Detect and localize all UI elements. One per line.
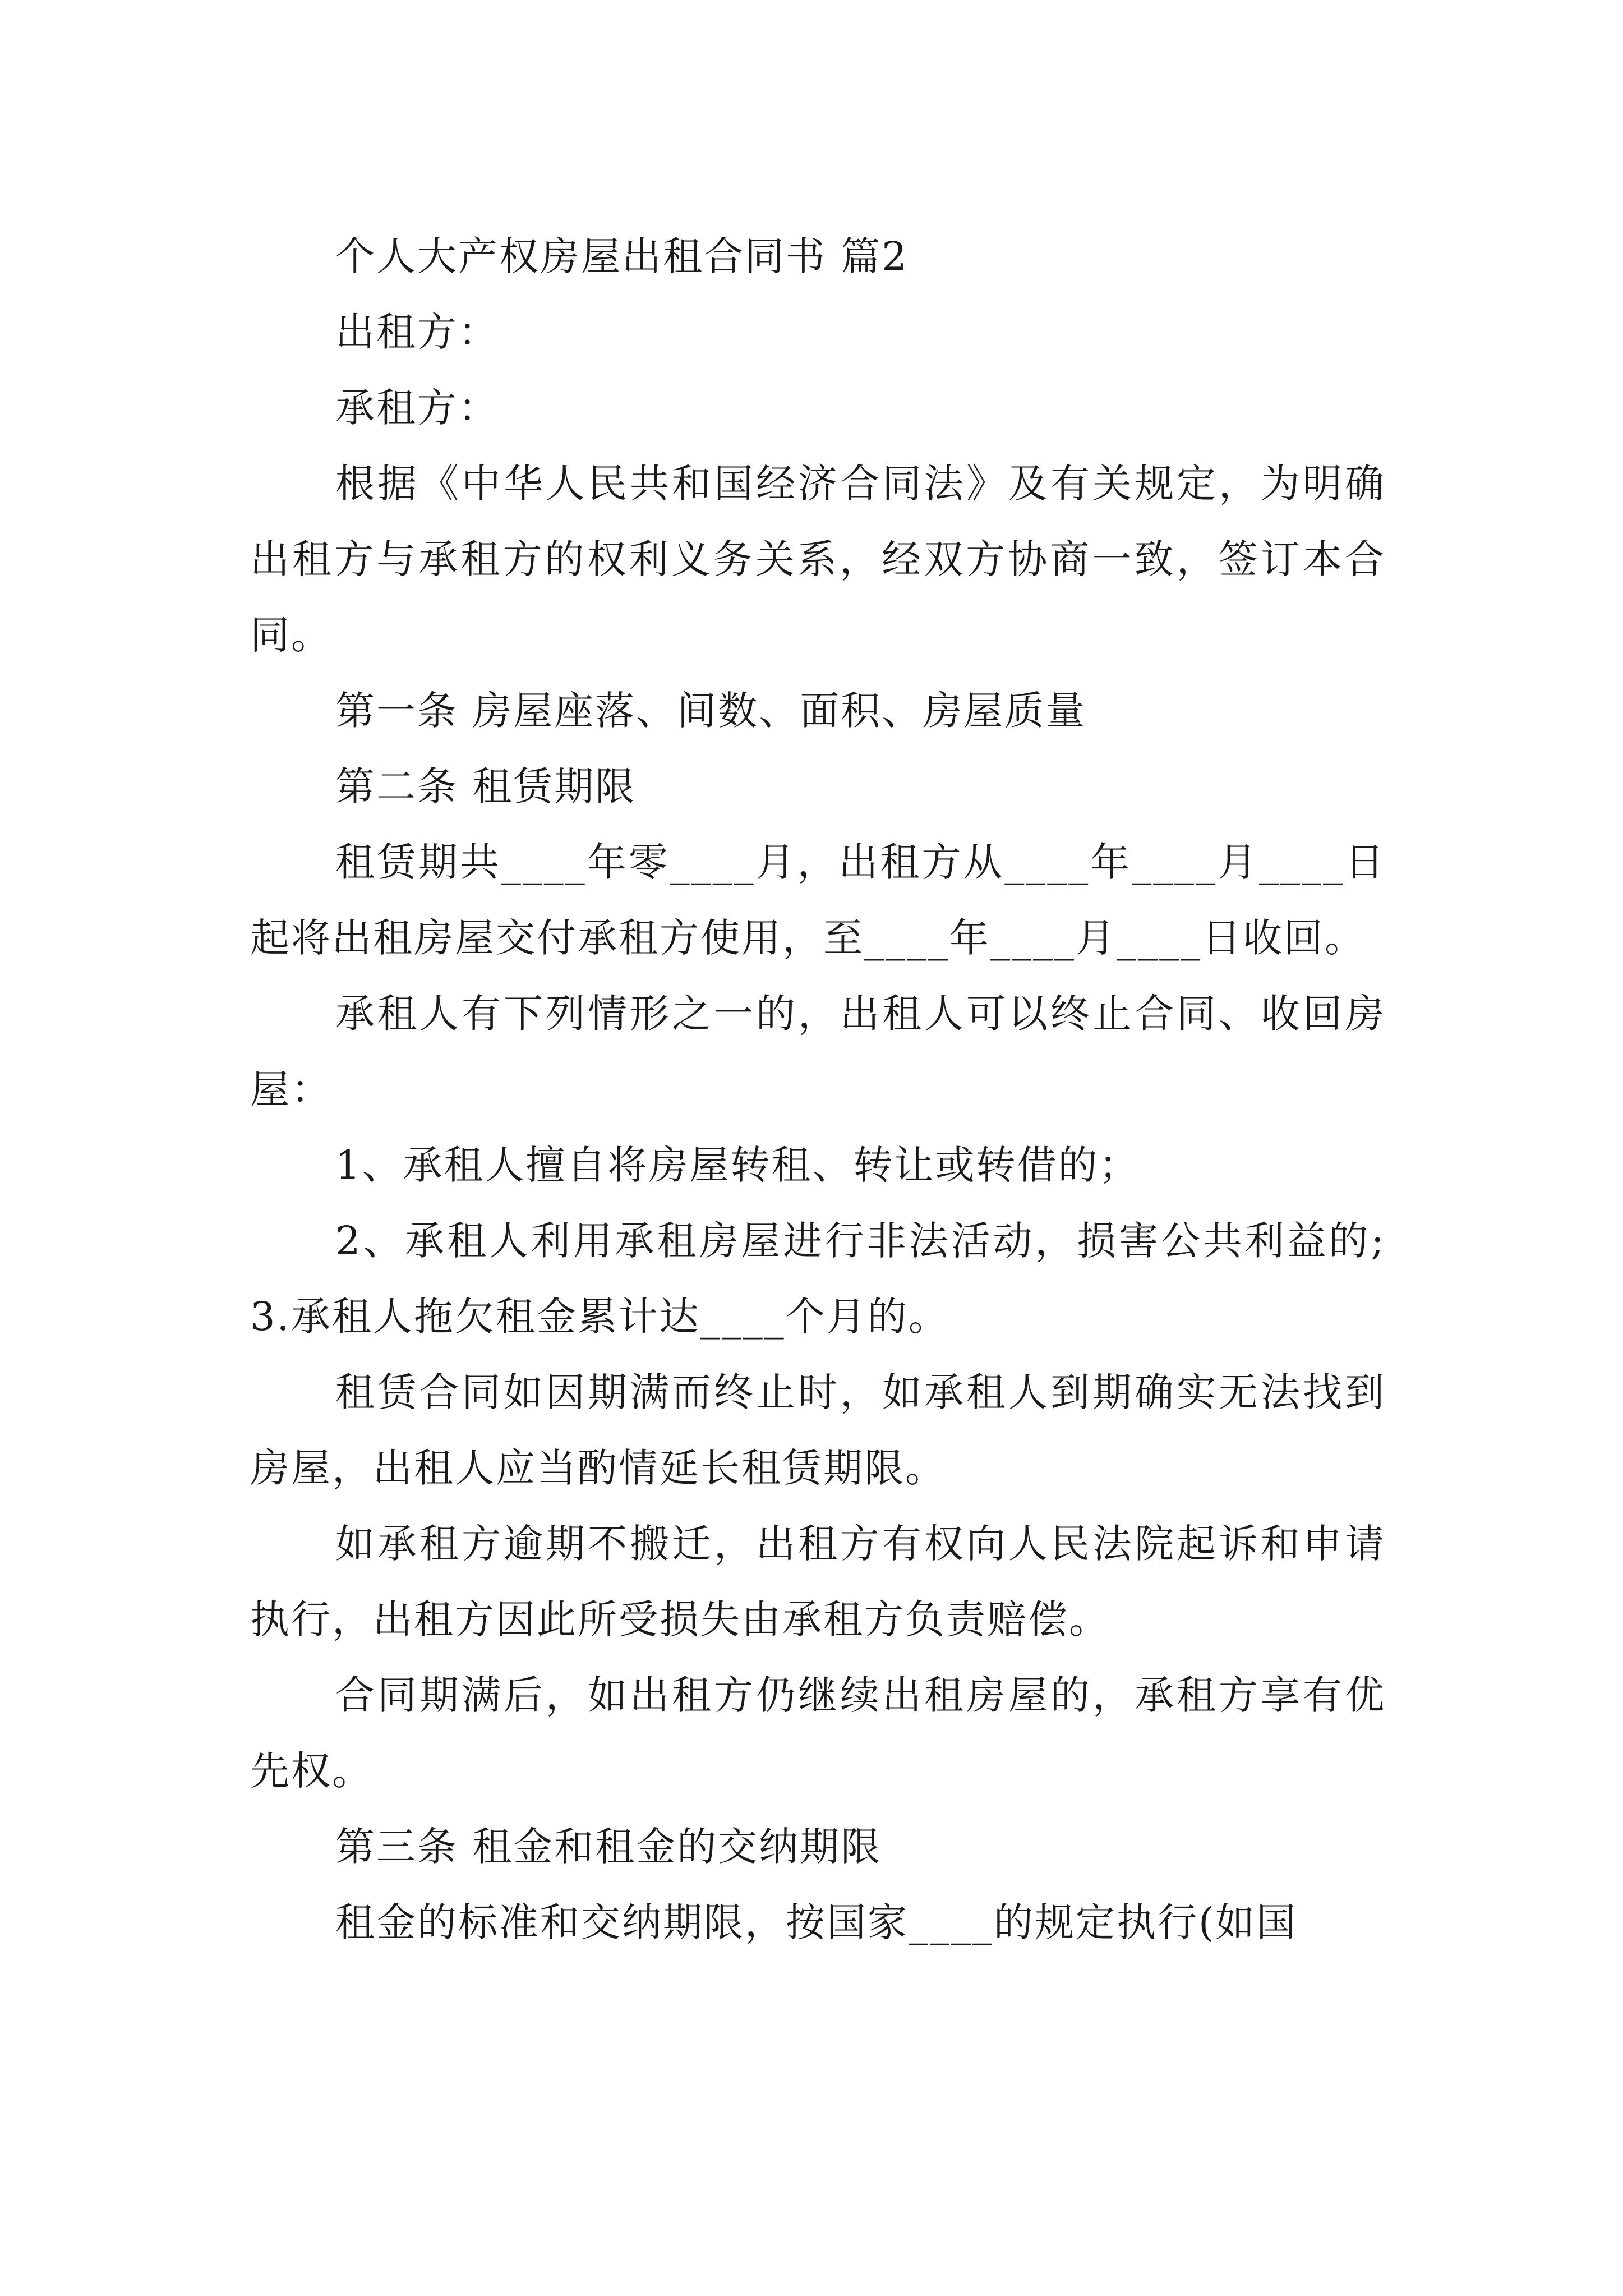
document-body: [250, 219, 1386, 1961]
list-item-2: 2、承租人利用承租房屋进行非法活动，损害公共利益的;3.承租人拖欠租金累计达____个月的。: [250, 1218, 1386, 1340]
paragraph-rent-standard: 租金的标准和交纳期限，按国家____的规定执行(如国: [335, 1899, 1298, 1945]
paragraph-lease-term: 租赁期共____年零____月，出租方从____年____月____日起将出租房屋交付承租方使用，至____年____月____日收回。: [250, 839, 1386, 961]
article-1-heading: 第一条 房屋座落、间数、面积、房屋质量: [335, 688, 1087, 734]
paragraph-overdue-move: 如承租方逾期不搬迁，出租方有权向人民法院起诉和申请执行，出租方因此所受损失由承租方负责赔偿。: [250, 1521, 1386, 1642]
article-3-heading: 第三条 租金和租金的交纳期限: [335, 1824, 882, 1870]
paragraph-termination-conditions: 承租人有下列情形之一的，出租人可以终止合同、收回房屋：: [250, 991, 1386, 1112]
paragraph-priority-right: 合同期满后，如出租方仍继续出租房屋的，承租方享有优先权。: [250, 1672, 1386, 1794]
paragraph-extension: 租赁合同如因期满而终止时，如承租人到期确实无法找到房屋，出租人应当酌情延长租赁期限。: [250, 1369, 1386, 1491]
list-item-1: 1、承租人擅自将房屋转租、转让或转借的；: [335, 1142, 1140, 1188]
paragraph-lessee: 承租方：: [335, 385, 499, 431]
article-2-heading: 第二条 租赁期限: [335, 763, 637, 809]
document-title: 个人大产权房屋出租合同书 篇2: [335, 233, 909, 279]
paragraph-lessor: 出租方：: [335, 309, 499, 355]
paragraph-preamble: 根据《中华人民共和国经济合同法》及有关规定，为明确出租方与承租方的权利义务关系，经双方协商一致，签订本合同。: [250, 461, 1386, 658]
